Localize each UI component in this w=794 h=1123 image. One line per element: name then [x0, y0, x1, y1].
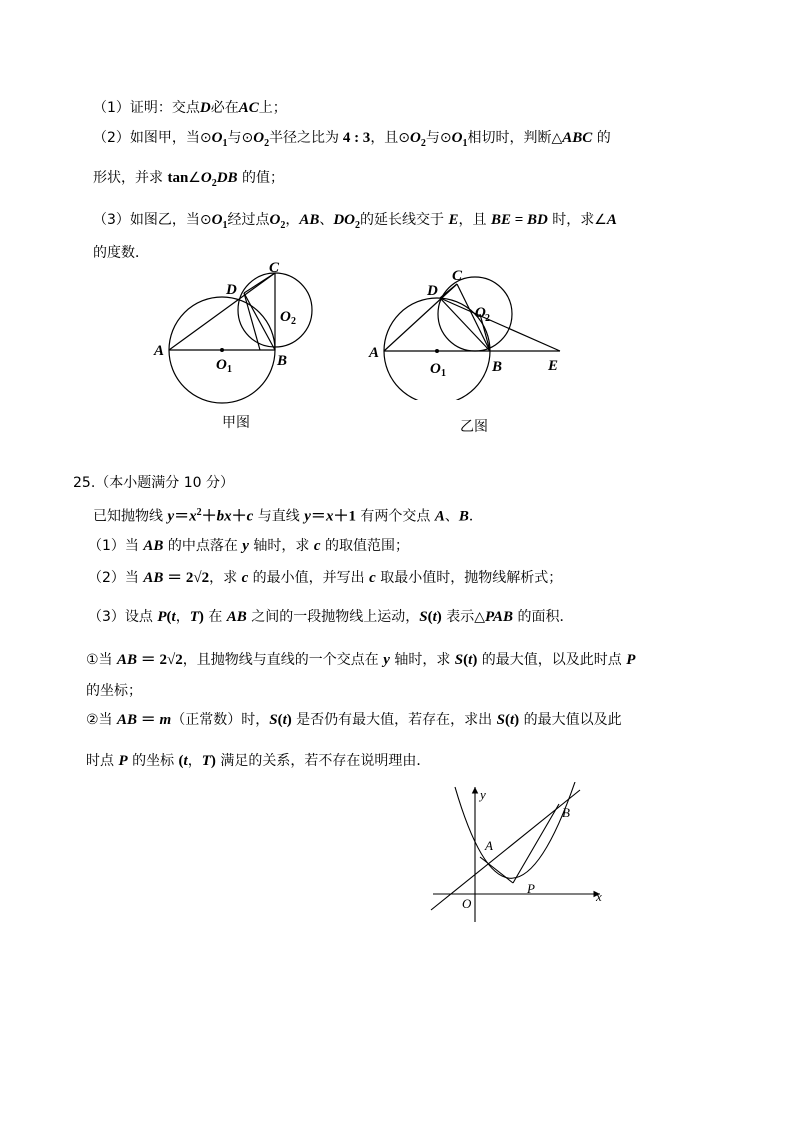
parabola-graph — [425, 782, 610, 927]
label-a: A — [485, 838, 493, 853]
label-o2: O — [475, 305, 486, 321]
segment-ac — [384, 284, 457, 351]
segment-db — [244, 293, 275, 350]
label-p: P — [527, 881, 535, 896]
label-d: D — [226, 282, 237, 298]
label-c: C — [452, 268, 463, 284]
caption-yi: 乙图 — [460, 419, 488, 435]
figure-yi — [360, 260, 575, 400]
q25-p3: （3）设点 P(t，T) 在 AB 之间的一段抛物线上运动，S(t) 表示△PAB 的面积． — [88, 609, 574, 625]
figure-jia — [140, 255, 330, 405]
label-y: y — [480, 787, 486, 802]
label-b: B — [492, 359, 503, 375]
label-o2-sub: 2 — [291, 316, 296, 327]
parabola-curve — [455, 782, 575, 878]
label-o1: O — [216, 357, 227, 373]
q25-header: 25.（本小题满分 10 分） — [73, 475, 234, 491]
label-d: D — [427, 283, 438, 299]
label-x: x — [596, 889, 602, 904]
segment-pa — [480, 857, 513, 883]
q25-p1: （1）当 AB 的中点落在 y 轴时，求 c 的取值范围； — [88, 538, 409, 554]
segment-pb — [513, 804, 559, 883]
caption-jia: 甲图 — [222, 415, 250, 431]
label-origin: O — [462, 896, 472, 911]
q25-s2-line1: ②当 AB ＝ m（正常数）时，S(t) 是否仍有最大值，若存在，求出 S(t) 的最大值以及此 — [86, 712, 622, 728]
point-o1 — [435, 349, 439, 353]
q25-s2-line2: 时点 P 的坐标 (t，T) 满足的关系，若不存在说明理由． — [86, 753, 431, 769]
q24-part2-line2: 形状，并求 $\tan\angle O_2DB$ 的值； — [93, 170, 284, 189]
label-e: E — [548, 358, 559, 374]
q25-intro: 已知抛物线 $y=x^2+bx+c$ 与直线 y＝x＋1 有两个交点 A、B． — [93, 507, 483, 525]
label-o1-sub: 1 — [227, 364, 232, 375]
q24-part2-line1: （2）如图甲，当$⊙O_1$与$⊙O_2$半径之比为 4 : 3，且$⊙O_2$与$⊙O_1$相切时，判断△ABC 的 — [93, 130, 611, 149]
q24-part1: （1）证明：交点D必在AC上； — [93, 100, 287, 116]
label-b: B — [562, 805, 570, 820]
label-c: C — [269, 260, 280, 276]
label-a: A — [154, 343, 165, 359]
label-o1: O — [430, 361, 441, 377]
q25-p2: （2）当 AB ＝ 2√2，求 c 的最小值，并写出 c 取最小值时，抛物线解析式； — [88, 570, 563, 586]
label-o2: O — [280, 309, 291, 325]
label-o2-sub: 2 — [485, 313, 490, 324]
segment-de — [440, 298, 560, 351]
point-o1 — [220, 348, 224, 352]
q25-s1-line2: 的坐标； — [86, 683, 142, 699]
label-o1-sub: 1 — [441, 368, 446, 379]
segment-dc — [440, 284, 457, 298]
label-a: A — [369, 345, 380, 361]
label-b: B — [277, 353, 288, 369]
segment-do2 — [244, 293, 260, 350]
q24-part3-line1: （3）如图乙，当$⊙O_1$经过点$O_2$，AB、$DO_2$的延长线交于 E，且 BE = BD 时，求∠A — [93, 212, 617, 231]
q24-part3b-text: 的度数． — [93, 245, 149, 261]
line-y-x-plus-1 — [431, 790, 580, 910]
q25-s1-line1: ①当 AB ＝ 2√2，且抛物线与直线的一个交点在 y 轴时，求 S(t) 的最大值，以及此时点 P — [86, 652, 636, 668]
